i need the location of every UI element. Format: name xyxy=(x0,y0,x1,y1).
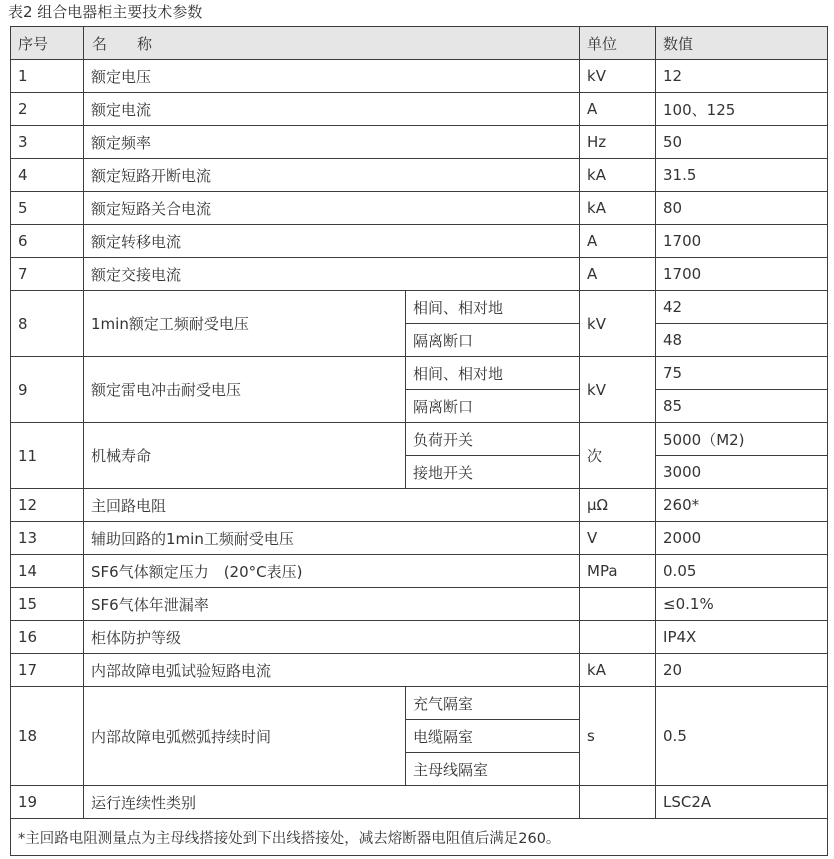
row-value: 260* xyxy=(656,489,828,522)
row-name: 额定频率 xyxy=(84,126,580,159)
row-name: 内部故障电弧燃弧持续时间 xyxy=(84,687,406,786)
row-unit: kV xyxy=(580,60,656,93)
footnote-row xyxy=(11,819,828,856)
row-value: 0.05 xyxy=(656,555,828,588)
row-name: SF6气体额定压力 (20°C表压) xyxy=(84,555,580,588)
row-no: 11 xyxy=(11,423,84,489)
row-unit: μΩ xyxy=(580,489,656,522)
row-sub-label: 相间、相对地 xyxy=(406,291,580,324)
row-value: IP4X xyxy=(656,621,828,654)
row-name: 柜体防护等级 xyxy=(84,621,580,654)
row-unit: kA xyxy=(580,159,656,192)
row-unit: kA xyxy=(580,654,656,687)
row-sub-label: 电缆隔室 xyxy=(406,720,580,753)
row-value: 85 xyxy=(656,390,828,423)
table-row xyxy=(11,258,828,291)
row-unit: MPa xyxy=(580,555,656,588)
row-value: 31.5 xyxy=(656,159,828,192)
table-row xyxy=(11,126,828,159)
row-value: 2000 xyxy=(656,522,828,555)
row-sub-label: 隔离断口 xyxy=(406,390,580,423)
row-no: 14 xyxy=(11,555,84,588)
table-row xyxy=(11,654,828,687)
header-name: 名 称 xyxy=(84,27,580,60)
row-name: 额定转移电流 xyxy=(84,225,580,258)
row-value: 20 xyxy=(656,654,828,687)
row-unit: kV xyxy=(580,357,656,423)
table-row xyxy=(11,357,828,390)
row-value: 0.5 xyxy=(656,687,828,786)
row-name: 额定交接电流 xyxy=(84,258,580,291)
row-sub-label: 负荷开关 xyxy=(406,423,580,456)
row-name: SF6气体年泄漏率 xyxy=(84,588,580,621)
table-row xyxy=(11,192,828,225)
row-value: LSC2A xyxy=(656,786,828,819)
row-name: 1min额定工频耐受电压 xyxy=(84,291,406,357)
table-row xyxy=(11,687,828,720)
table-row xyxy=(11,93,828,126)
row-sub-label: 接地开关 xyxy=(406,456,580,489)
row-value: 5000（M2) xyxy=(656,423,828,456)
row-unit: kV xyxy=(580,291,656,357)
row-value: 1700 xyxy=(656,258,828,291)
row-no: 16 xyxy=(11,621,84,654)
row-no: 4 xyxy=(11,159,84,192)
row-value: 75 xyxy=(656,357,828,390)
footnote: *主回路电阻测量点为主母线搭接处到下出线搭接处，减去熔断器电阻值后满足260。 xyxy=(11,819,828,856)
header-value: 数值 xyxy=(656,27,828,60)
row-no: 5 xyxy=(11,192,84,225)
row-value: 80 xyxy=(656,192,828,225)
row-value: 50 xyxy=(656,126,828,159)
table-row xyxy=(11,522,828,555)
row-name: 辅助回路的1min工频耐受电压 xyxy=(84,522,580,555)
row-value: ≤0.1% xyxy=(656,588,828,621)
row-no: 3 xyxy=(11,126,84,159)
row-no: 15 xyxy=(11,588,84,621)
row-unit: 次 xyxy=(580,423,656,489)
table-caption: 表2 组合电器柜主要技术参数 xyxy=(8,3,203,21)
row-no: 17 xyxy=(11,654,84,687)
table-row xyxy=(11,423,828,456)
row-unit xyxy=(580,621,656,654)
table-header-row xyxy=(11,27,828,60)
row-no: 19 xyxy=(11,786,84,819)
row-unit xyxy=(580,588,656,621)
table-row xyxy=(11,225,828,258)
table-row xyxy=(11,291,828,324)
row-name: 机械寿命 xyxy=(84,423,406,489)
row-unit xyxy=(580,786,656,819)
row-unit: s xyxy=(580,687,656,786)
row-value: 1700 xyxy=(656,225,828,258)
row-name: 额定电流 xyxy=(84,93,580,126)
table-row xyxy=(11,489,828,522)
row-value: 12 xyxy=(656,60,828,93)
row-value: 100、125 xyxy=(656,93,828,126)
row-name: 额定电压 xyxy=(84,60,580,93)
row-unit: A xyxy=(580,225,656,258)
header-unit: 单位 xyxy=(580,27,656,60)
row-no: 9 xyxy=(11,357,84,423)
table-row xyxy=(11,621,828,654)
row-sub-label: 相间、相对地 xyxy=(406,357,580,390)
row-name: 额定短路开断电流 xyxy=(84,159,580,192)
row-no: 1 xyxy=(11,60,84,93)
table-row xyxy=(11,786,828,819)
row-value: 48 xyxy=(656,324,828,357)
row-unit: A xyxy=(580,93,656,126)
row-value: 3000 xyxy=(656,456,828,489)
row-name: 额定雷电冲击耐受电压 xyxy=(84,357,406,423)
row-name: 额定短路关合电流 xyxy=(84,192,580,225)
row-no: 12 xyxy=(11,489,84,522)
row-value: 42 xyxy=(656,291,828,324)
table-row xyxy=(11,60,828,93)
table-row xyxy=(11,159,828,192)
row-sub-label: 充气隔室 xyxy=(406,687,580,720)
row-unit: A xyxy=(580,258,656,291)
row-no: 8 xyxy=(11,291,84,357)
row-unit: kA xyxy=(580,192,656,225)
row-no: 13 xyxy=(11,522,84,555)
row-unit: V xyxy=(580,522,656,555)
row-no: 7 xyxy=(11,258,84,291)
row-no: 2 xyxy=(11,93,84,126)
header-no: 序号 xyxy=(11,27,84,60)
row-unit: Hz xyxy=(580,126,656,159)
tech-params-table xyxy=(10,26,828,856)
table-row xyxy=(11,555,828,588)
row-no: 18 xyxy=(11,687,84,786)
row-name: 主回路电阻 xyxy=(84,489,580,522)
row-name: 运行连续性类别 xyxy=(84,786,580,819)
row-sub-label: 隔离断口 xyxy=(406,324,580,357)
table-row xyxy=(11,588,828,621)
row-name: 内部故障电弧试验短路电流 xyxy=(84,654,580,687)
row-no: 6 xyxy=(11,225,84,258)
row-sub-label: 主母线隔室 xyxy=(406,753,580,786)
